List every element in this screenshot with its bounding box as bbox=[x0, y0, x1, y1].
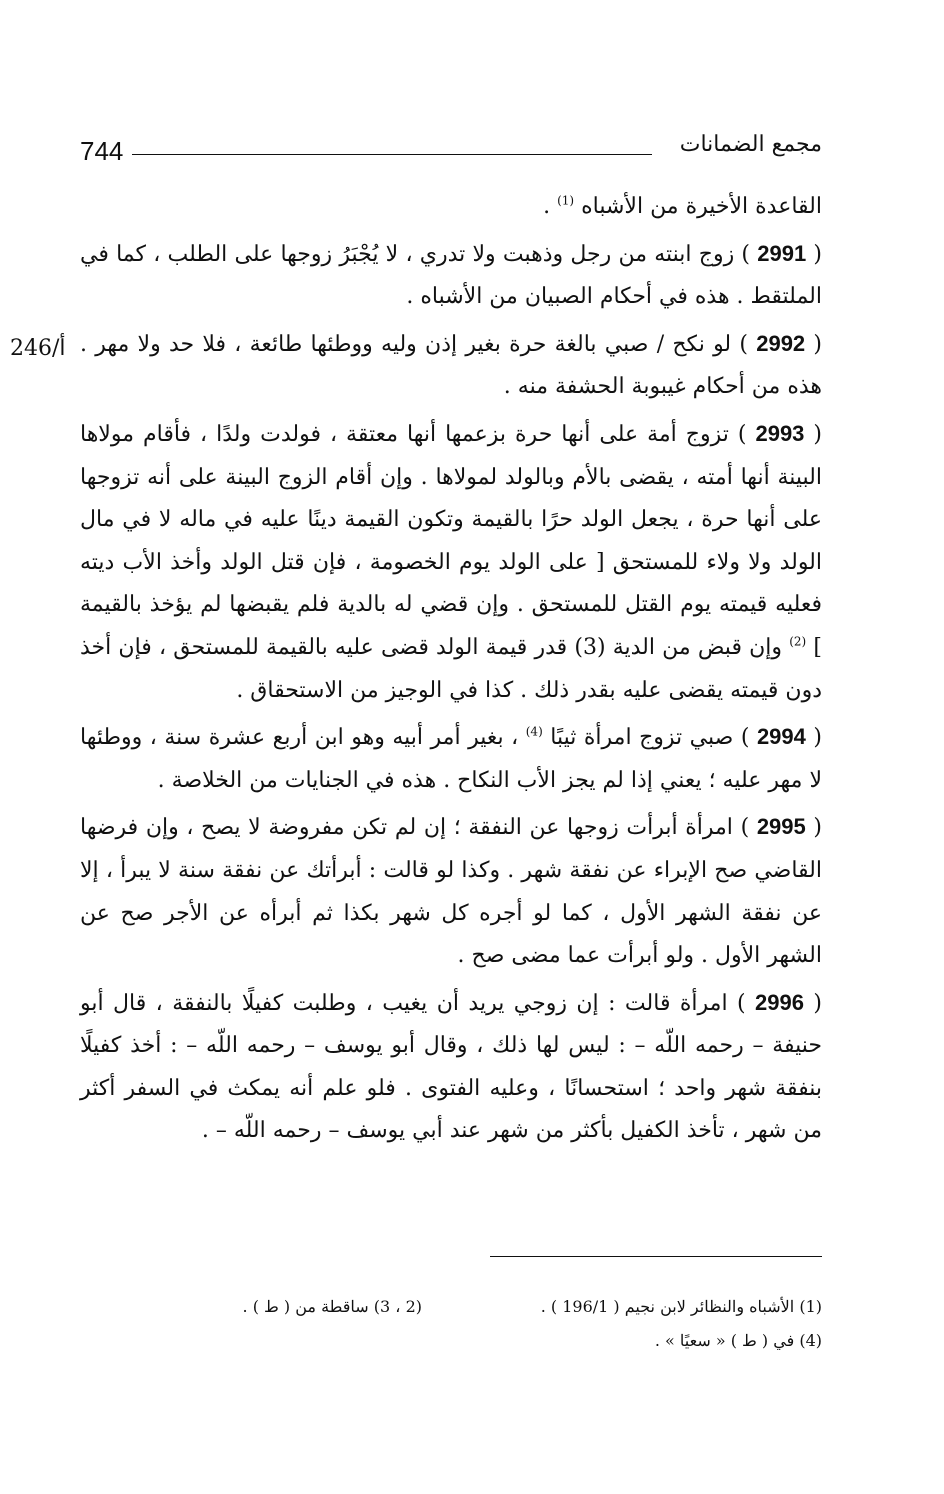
issue-text-tail: وإن قبض من الدية (3) قدر قيمة الولد قضى عليه بالقيمة للمستحق ، فإن أخذ دون قيمته يقضى عليه بقدر ذلك . كذا في الوجيز من الاستحقاق . bbox=[80, 634, 822, 703]
footnote-row bbox=[80, 1290, 822, 1324]
running-title: مجمع الضمانات bbox=[679, 132, 822, 157]
header-rule bbox=[132, 154, 652, 155]
footnote-text: (4) في ( ط ) « سعيًا » . bbox=[654, 1331, 822, 1350]
issue-number: 2993 bbox=[755, 420, 805, 446]
footnote-text: (1) الأشباه والنظائر لابن نجيم ( 196/1 ) . bbox=[540, 1297, 822, 1316]
footnotes bbox=[80, 1290, 822, 1358]
issue-text-tail: ، بغير أمر أبيه وهو ابن أربع عشرة سنة ، ووطئها لا مهر عليه ؛ يعني إذا لم يجز الأب النكاح . هذه في الجنايات من الخلاصة . bbox=[80, 725, 822, 793]
issue-text: امرأة قالت : إن زوجي يريد أن يغيب ، وطلبت كفيلًا بالنفقة ، قال أبو حنيفة – رحمه اللّه – : ليس لها ذلك ، وقال أبو يوسف – رحمه اللّه – : أخذ كفيلًا بنفقة شهر واحد ؛ استحسانًا ، وعليه الفتوى . فلو علم أنه يمكث في السفر أكثر من شهر ، تأخذ الكفيل بأكثر من شهر عند أبي يوسف – رحمه اللّه – . bbox=[80, 990, 822, 1144]
issue-text: تزوج أمة على أنها حرة بزعمها أنها معتقة ، فولدت ولدًا ، فأقام مولاها البينة أنها أمته ، يقضى بالأم وبالولد لمولاها . وإن أقام الزوج البينة على أنه تزوجها على أنها حرة ، يجعل الولد حرًا بالقيمة وتكون القيمة دينًا عليه في ماله لا في مال الولد ولا ولاء للمستحق [ على الولد يوم الخصومة ، فإن قتل الولد وأخذ الأب ديته فعليه قيمته يوم القتل للمستحق . وإن قضي له بالدية فلم يقبضها لم يؤخذ بالقيمة ] bbox=[80, 421, 822, 660]
issue-number: 2992 bbox=[756, 330, 806, 356]
footnote-ref: (4) bbox=[525, 724, 543, 739]
issue-paragraph: ( 2992 ) لو نكح / صبي بالغة حرة بغير إذن وليه ووطئها طائعة ، فلا حد ولا مهر . هذه من أحكام غيبوبة الحشفة منه . bbox=[80, 330, 822, 400]
footnote-row bbox=[80, 1324, 822, 1358]
issue-paragraph: ( 2994 ) صبي تزوج امرأة ثيبًا $^{(4)}$ ، بغير أمر أبيه وهو ابن أربع عشرة سنة ، ووطئها لا مهر عليه ؛ يعني إذا لم يجز الأب النكاح . هذه في الجنايات من الخلاصة . bbox=[80, 724, 822, 793]
issue-number: 2996 bbox=[755, 989, 804, 1015]
paragraph-continuation: القاعدة الأخيرة من الأشباه $^{(1)}$ . bbox=[543, 193, 822, 219]
issue-number: 2995 bbox=[756, 814, 806, 840]
issue-text: صبي تزوج امرأة ثيبًا bbox=[550, 725, 734, 751]
footnote-ref: (1) bbox=[557, 193, 575, 208]
issue-text: لو نكح / صبي بالغة حرة بغير إذن وليه ووطئها طائعة ، فلا حد ولا مهر . هذه من أحكام غيبوبة الحشفة منه . bbox=[80, 331, 822, 400]
issue-text: امرأة أبرأت زوجها عن النفقة ؛ إن لم تكن مفروضة لا يصح ، وإن فرضها القاضي صح الإبراء عن نفقة شهر . وكذا لو قالت : أبرأتك عن نفقة سنة لا يبرأ ، إلا عن نفقة الشهر الأول ، كما لو أجره كل شهر بكذا ثم أبرأه عن الأجر صح عن الشهر الأول . ولو أبرأت عما مضى صح . bbox=[80, 815, 822, 969]
issue-paragraph: ( 2996 ) امرأة قالت : إن زوجي يريد أن يغيب ، وطلبت كفيلًا بالنفقة ، قال أبو حنيفة – رحمه اللّه – : ليس لها ذلك ، وقال أبو يوسف – رحمه اللّه – : أخذ كفيلًا بنفقة شهر واحد ؛ استحسانًا ، وعليه الفتوى . فلو علم أنه يمكث في السفر أكثر من شهر ، تأخذ الكفيل بأكثر من شهر عند أبي يوسف – رحمه اللّه – . bbox=[80, 989, 823, 1144]
footnote-rule bbox=[490, 1256, 822, 1257]
issue-paragraph: ( 2993 ) تزوج أمة على أنها حرة بزعمها أنها معتقة ، فولدت ولدًا ، فأقام مولاها البينة أنها أمته ، يقضى بالأم وبالولد لمولاها . وإن أقام الزوج البينة على أنه تزوجها على أنها حرة ، يجعل الولد حرًا بالقيمة وتكون القيمة دينًا عليه في ماله لا في مال الولد ولا ولاء للمستحق [ على الولد يوم الخصومة ، فإن قتل الولد وأخذ الأب ديته فعليه قيمته يوم القتل للمستحق . وإن قضي له بالدية فلم يقبضها لم يؤخذ بالقيمة ] $^{(2)}$ وإن قبض من الدية (3) قدر قيمة الولد قضى عليه بالقيمة للمستحق ، فإن أخذ دون قيمته يقضى عليه بقدر ذلك . كذا في الوجيز من الاستحقاق . bbox=[80, 420, 822, 703]
page-number: 744 bbox=[80, 136, 124, 166]
issue-paragraph: ( 2995 ) امرأة أبرأت زوجها عن النفقة ؛ إن لم تكن مفروضة لا يصح ، وإن فرضها القاضي صح الإبراء عن نفقة شهر . وكذا لو قالت : أبرأتك عن نفقة سنة لا يبرأ ، إلا عن نفقة الشهر الأول ، كما لو أجره كل شهر بكذا ثم أبرأه عن الأجر صح عن الشهر الأول . ولو أبرأت عما مضى صح . bbox=[80, 814, 822, 969]
issue-number: 2994 bbox=[756, 724, 806, 750]
issue-text: زوج ابنته من رجل وذهبت ولا تدري ، لا يُجْبَرُ زوجها على الطلب ، كما في الملتقط . هذه في أحكام الصبيان من الأشباه . bbox=[80, 241, 822, 310]
issue-paragraph: ( 2991 ) زوج ابنته من رجل وذهبت ولا تدري ، لا يُجْبَرُ زوجها على الطلب ، كما في الملتقط . هذه في أحكام الصبيان من الأشباه . bbox=[80, 240, 822, 310]
page-header bbox=[80, 132, 822, 172]
body-text bbox=[80, 186, 822, 1157]
footnote-ref: (2) bbox=[789, 634, 807, 649]
issue-number: 2991 bbox=[757, 240, 807, 266]
margin-folio-reference: 246/أ bbox=[10, 336, 66, 361]
footnote-text: (2 ، 3) ساقطة من ( ط ) . bbox=[242, 1297, 422, 1316]
